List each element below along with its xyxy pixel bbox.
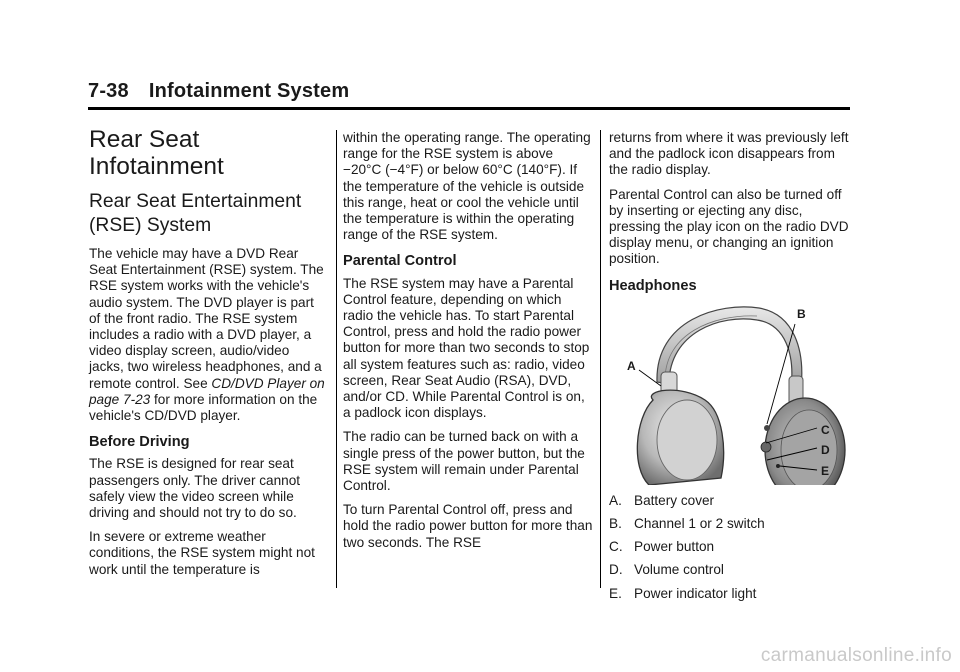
legend-item — [609, 586, 854, 602]
parental-paragraph-3: To turn Parental Control off, press and hold the radio power button for more than two seconds. The RSE — [343, 502, 593, 550]
callout-c: C — [821, 422, 830, 437]
callout-d: D — [821, 442, 830, 457]
before-driving-heading: Before Driving — [89, 434, 190, 451]
parental-paragraph-2: The radio can be turned back on with a single press of the power button, but the RSE system will remain under Parental Control. — [343, 429, 585, 494]
section-title: Rear Seat Entertainment (RSE) System — [89, 191, 302, 236]
legend-text: Battery cover — [634, 492, 715, 508]
column-divider-2 — [600, 130, 601, 588]
legend-key: A. — [609, 492, 622, 508]
intro-paragraph — [89, 246, 327, 424]
legend-key: E. — [609, 585, 622, 601]
column-3 — [609, 130, 854, 609]
header-rule — [88, 107, 850, 110]
site-watermark: carmanualsonline.info — [760, 645, 952, 666]
parental-paragraph-4: Parental Control can also be turned off by inserting or ejecting any disc, pressing the play icon on the radio DVD display menu, or changing an ignition position. — [609, 186, 849, 267]
legend-text: Volume control — [634, 562, 724, 578]
continued-paragraph: within the operating range. The operating range for the RSE system is above −20°C (−4°F) or below 60°C (140°F). If the temperature of the vehicle is outside this range, heat or cool the vehicle until the temperature is within the operating range of the RSE system. — [343, 130, 591, 243]
column-divider-1 — [336, 130, 337, 588]
chapter-title: Infotainment System — [148, 80, 350, 102]
headphones-heading: Headphones — [609, 277, 697, 294]
legend-key: D. — [609, 562, 623, 578]
legend-text: Power indicator light — [634, 585, 757, 601]
callout-a: A — [627, 358, 636, 373]
headphones-legend — [609, 493, 854, 602]
before-driving-paragraph-1: The RSE is designed for rear seat passengers only. The driver cannot safely view the video screen while driving and should not try to do so. — [89, 456, 301, 521]
headphones-illustration — [609, 300, 854, 485]
callout-b: B — [797, 306, 806, 321]
legend-text: Channel 1 or 2 switch — [634, 516, 765, 532]
page-number: 7-38 — [88, 80, 129, 102]
continued-paragraph-3: returns from where it was previously left and the padlock icon disappears from the radio display. — [609, 130, 849, 178]
legend-item — [609, 493, 854, 509]
headphones-drawing — [609, 300, 854, 485]
before-driving-paragraph-2: In severe or extreme weather conditions, the RSE system might not work until the temperature is — [89, 529, 315, 577]
header-text — [88, 80, 850, 103]
legend-item — [609, 562, 854, 578]
intro-text: The vehicle may have a DVD Rear Seat Entertainment (RSE) system. The RSE system works with the vehicle's audio system. The DVD player is part of the front radio. The RSE system includes a radio with a DVD player, a video display screen, audio/video jacks, two wireless headphones, and a remote control. — [89, 246, 324, 391]
parental-paragraph-1: The RSE system may have a Parental Control feature, depending on which radio the vehicle has. To start Parental Control, press and hold the radio power button for more than two seconds to stop all system features such as: radio, video screen, Rear Seat Audio (RSA), DVD, and/or CD. While Parental Control is on, a padlock icon displays. — [343, 275, 590, 421]
parental-control-heading: Parental Control — [343, 253, 457, 270]
legend-item — [609, 539, 854, 555]
see-prefix: See — [183, 375, 212, 391]
legend-item — [609, 516, 854, 532]
legend-key: C. — [609, 539, 623, 555]
legend-text: Power button — [634, 539, 715, 555]
legend-key: B. — [609, 516, 622, 532]
cross-reference-link[interactable]: CD/DVD Player on page 7-23 — [89, 375, 325, 407]
callout-e: E — [821, 463, 830, 478]
column-1 — [89, 126, 327, 586]
doc-title: Rear Seat Infotainment — [89, 126, 224, 180]
see-suffix: for more information on the vehicle's CD/DVD player. — [89, 391, 318, 424]
column-2 — [343, 130, 593, 559]
page-header — [88, 80, 850, 110]
